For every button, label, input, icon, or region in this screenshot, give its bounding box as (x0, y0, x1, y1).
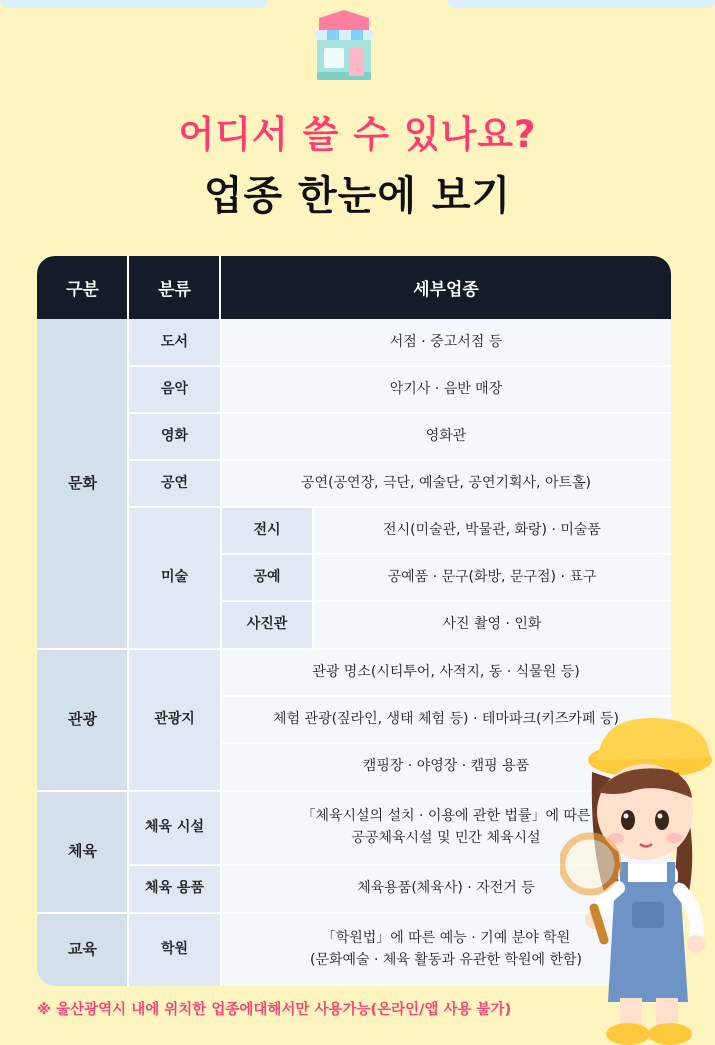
sub-art-craft: 공예 (221, 554, 313, 601)
sub-movie: 영화 (128, 413, 221, 460)
sub-sports-goods: 체육 용품 (128, 865, 221, 913)
store-icon (311, 8, 377, 84)
row-divider (221, 600, 671, 602)
sub-art-exhibit: 전시 (221, 507, 313, 554)
row-divider (37, 648, 671, 650)
category-sports: 체육 (37, 791, 128, 913)
row-divider (128, 506, 671, 508)
detail-sports-goods: 체육용품(체육사) · 자전거 등 (221, 865, 671, 913)
column-divider (127, 319, 129, 986)
sub-art: 미술 (128, 507, 221, 649)
footnote: ※ 울산광역시 내에 위치한 업종에대해서만 사용가능(온라인/앱 사용 불가) (37, 1002, 512, 1018)
detail-performance: 공연(공연장, 극단, 예술단, 공연기획사, 아트홀) (221, 460, 671, 507)
detail-movie: 영화관 (221, 413, 671, 460)
sub-music: 음악 (128, 366, 221, 413)
category-culture: 문화 (37, 319, 128, 649)
sub-performance: 공연 (128, 460, 221, 507)
sub-academy: 학원 (128, 913, 221, 986)
detail-tourism: 관광 명소(시티투어, 사적지, 동 · 식물원 등) (221, 649, 671, 696)
column-divider (220, 319, 222, 986)
sub-book: 도서 (128, 319, 221, 366)
row-divider (128, 459, 671, 461)
headline-question: 어디서 쓸 수 있나요? (178, 113, 537, 156)
girl-with-magnifier-illustration (560, 712, 715, 1045)
sub-tourist-spot: 관광지 (128, 649, 221, 791)
detail-music: 악기사 · 음반 매장 (221, 366, 671, 413)
column-divider (312, 507, 314, 649)
header-category: 구분 (37, 256, 128, 319)
headline-title: 업종 한눈에 보기 (203, 173, 512, 219)
detail-academy: 「학원법」에 따른 예능 · 기예 분야 학원 (문화예술 · 체육 활동과 유관한 학원에 한함) (221, 913, 671, 986)
detail-art-photo: 사진 촬영 · 인화 (313, 601, 671, 649)
header-divider (127, 256, 129, 319)
row-divider (128, 412, 671, 414)
detail-art-exhibit: 전시(미술관, 박물관, 화랑) · 미술품 (313, 507, 671, 554)
detail-art-craft: 공예품 · 문구(화방, 문구점) · 표구 (313, 554, 671, 601)
detail-book: 서점 · 중고서점 등 (221, 319, 671, 366)
header-divider (219, 256, 221, 319)
detail-sports-facility: 「체육시설의 설치 · 이용에 관한 법률」에 따른 공공체육시설 및 민간 체육시설 (221, 791, 671, 865)
row-divider (221, 553, 671, 555)
category-education: 교육 (37, 913, 128, 986)
category-tourism: 관광 (37, 649, 128, 791)
top-tab-right (447, 0, 715, 8)
header-detail: 세부업종 (221, 256, 671, 319)
detail-tourism: 캠핑장 · 야영장 · 캠핑 용품 (221, 743, 671, 791)
row-divider (221, 695, 671, 697)
row-divider (128, 365, 671, 367)
top-tab-left (0, 0, 268, 8)
sub-sports-facility: 체육 시설 (128, 791, 221, 865)
sub-art-photo: 사진관 (221, 601, 313, 649)
header-classification: 분류 (128, 256, 221, 319)
detail-tourism: 체험 관광(짚라인, 생태 체험 등) · 테마파크(키즈카페 등) (221, 696, 671, 743)
